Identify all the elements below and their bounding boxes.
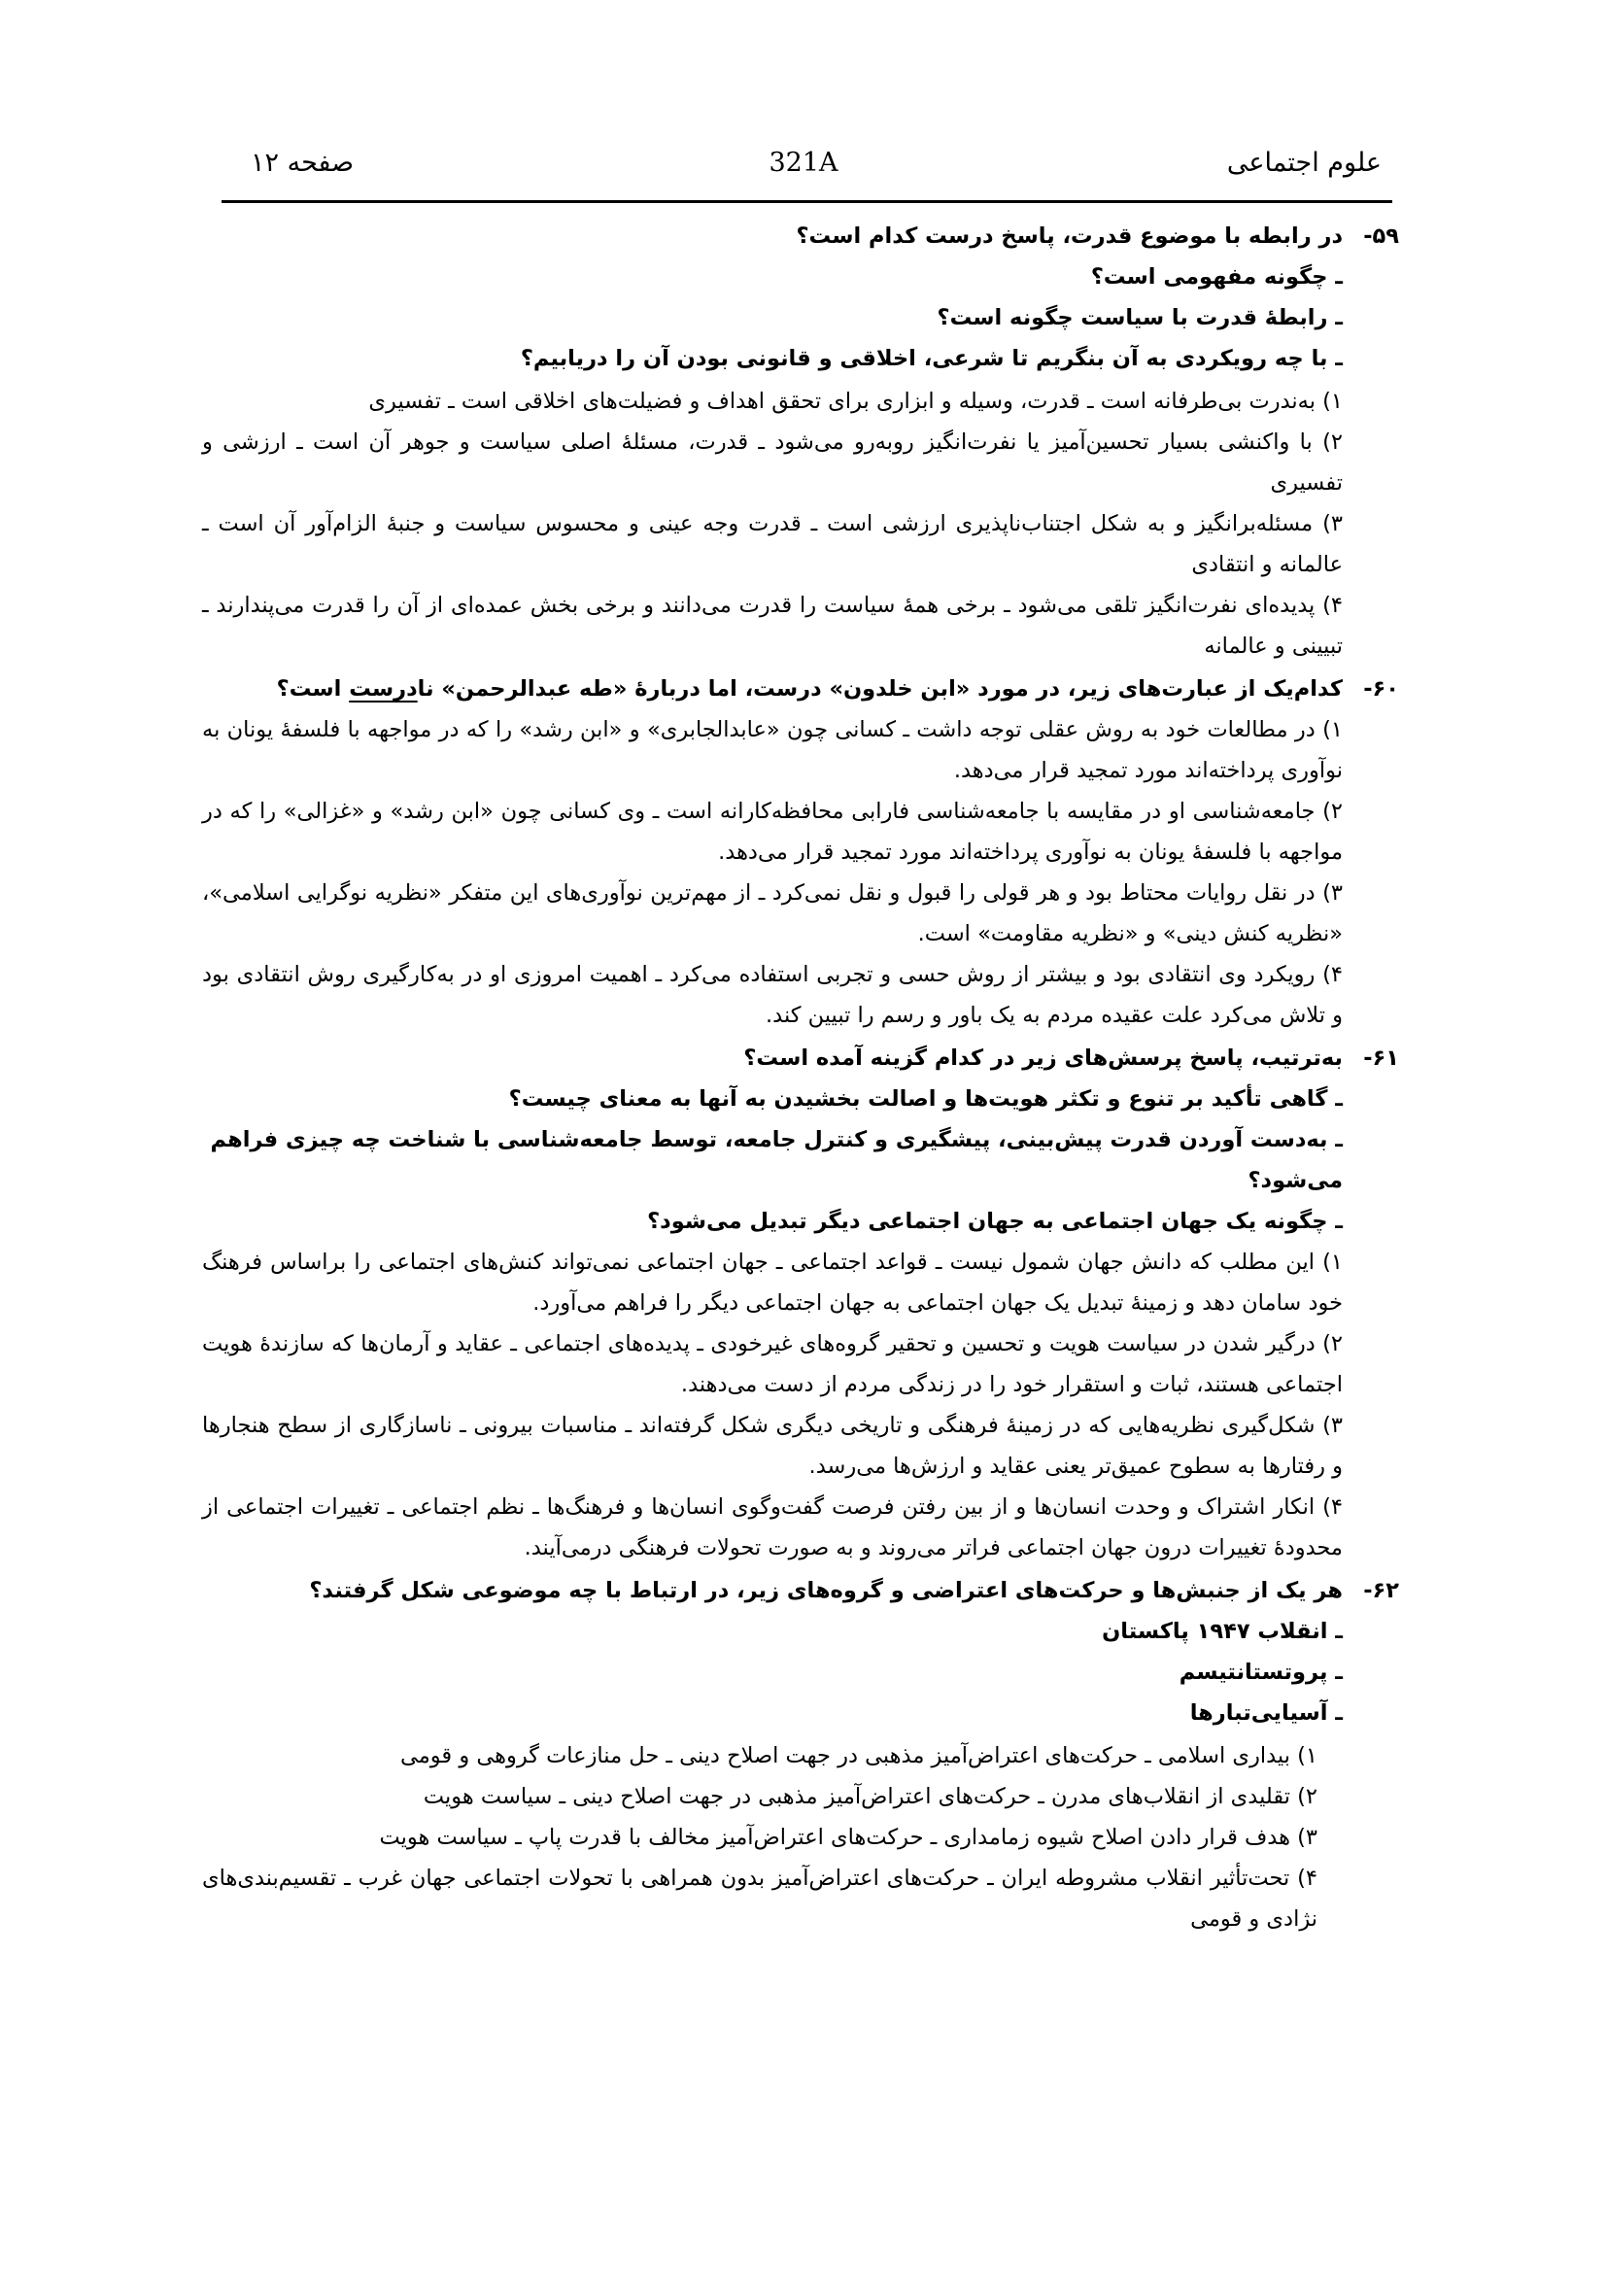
question-number: ۶۱-: [1363, 1045, 1399, 1071]
answer-option-1[interactable]: ۱) این مطلب که دانش جهان شمول نیست ـ قواعد اجتماعی ـ جهان اجتماعی نمی‌تواند کنش‌های اجتماعی را براساس فرهنگ خود سامان دهد و زمینهٔ تبدیل یک جهان اجتماعی به جهان اجتماعی دیگر را فراهم می‌آورد.: [202, 1250, 1343, 1316]
answer-option-1[interactable]: ۱) در مطالعات خود به روش عقلی توجه داشت ـ کسانی چون «عابدالجابری» و «ابن رشد» را که در مواجهه با فلسفهٔ یونان به نوآوری پرداخته‌اند مورد تمجید قرار می‌دهد.: [202, 717, 1343, 783]
answer-option-3[interactable]: ۳) مسئله‌برانگیز و به شکل اجتناب‌ناپذیری ارزشی است ـ قدرت وجه عینی و محسوس سیاست و جنبهٔ الزام‌آور آن است ـ عالمانه و انتقادی: [202, 511, 1343, 577]
answer-option-3[interactable]: ۳) شکل‌گیری نظریه‌هایی که در زمینهٔ فرهنگی و تاریخی دیگری شکل گرفته‌اند ـ مناسبات بیرونی ـ ناسازگاری از سطح هنجارها و رفتارها به سطوح عمیق‌تر یعنی عقاید و ارزش‌ها می‌رسد.: [202, 1413, 1343, 1479]
sub-question: ـ آسیایی‌تبارها: [1189, 1700, 1343, 1726]
answer-option-2[interactable]: ۲) تقلیدی از انقلاب‌های مدرن ـ حرکت‌های اعتراض‌آمیز مذهبی در جهت اصلاح دینی ـ سیاست هویت: [423, 1784, 1317, 1809]
sub-question: ـ چگونه یک جهان اجتماعی به جهان اجتماعی دیگر تبدیل می‌شود؟: [647, 1209, 1343, 1234]
question-61: [202, 1038, 1399, 1568]
booklet-code: 321A: [769, 148, 838, 178]
answer-option-4[interactable]: ۴) رویکرد وی انتقادی بود و بیشتر از روش حسی و تجربی استفاده می‌کرد ـ اهمیت امروزی او در به‌کارگیری روش انتقادی بود و تلاش می‌کرد علت عقیده مردم به یک باور و رسم را تبیین کند.: [202, 962, 1343, 1028]
answer-option-2[interactable]: ۲) درگیر شدن در سیاست هویت و تحسین و تحقیر گروه‌های غیرخودی ـ پدیده‌های اجتماعی ـ عقاید و آرمان‌ها که سازندهٔ هویت اجتماعی هستند، ثبات و استقرار خود را در زندگی مردم از دست می‌دهند.: [202, 1331, 1343, 1397]
page-number: صفحه ۱۲: [251, 148, 355, 178]
question-stem: [202, 668, 1343, 709]
question-number: ۶۰-: [1363, 676, 1399, 702]
answer-option-1[interactable]: ۱) به‌ندرت بی‌طرفانه است ـ قدرت، وسیله و ابزاری برای تحقق اهداف و فضیلت‌های اخلاقی است ـ تفسیری: [368, 389, 1343, 414]
question-stem: در رابطه با موضوع قدرت، پاسخ درست کدام است؟: [796, 223, 1343, 249]
sub-question: ـ انقلاب ۱۹۴۷ پاکستان: [1102, 1619, 1343, 1644]
answer-option-3[interactable]: ۳) در نقل روایات محتاط بود و هر قولی را قبول و نقل نمی‌کرد ـ از مهم‌ترین نوآوری‌های این متفکر «نظریه نوگرایی اسلامی»، «نظریه کنش دینی» و «نظریه مقاومت» است.: [202, 880, 1343, 946]
answer-option-1[interactable]: ۱) بیداری اسلامی ـ حرکت‌های اعتراض‌آمیز مذهبی در جهت اصلاح دینی ـ حل منازعات گروهی و قومی: [399, 1743, 1317, 1768]
answer-option-4[interactable]: ۴) تحت‌تأثیر انقلاب مشروطه ایران ـ حرکت‌های اعتراض‌آمیز بدون همراهی با تحولات اجتماعی جهان غرب ـ تقسیم‌بندی‌های نژادی و قومی: [202, 1866, 1317, 1932]
sub-question: ـ با چه رویکردی به آن بنگریم تا شرعی، اخلاقی و قانونی بودن آن را دریابیم؟: [520, 346, 1343, 371]
question-number: ۶۲-: [1363, 1578, 1399, 1603]
question-stem: هر یک از جنبش‌ها و حرکت‌های اعتراضی و گروه‌های زیر، در ارتباط با چه موضوعی شکل گرفتند؟: [309, 1578, 1343, 1603]
stem-text: کدام‌یک از عبارت‌های زیر، در مورد «ابن خلدون» درست، اما دربارهٔ «طه عبدالرحمن» نا: [417, 676, 1343, 702]
stem-text-end: است؟: [276, 676, 350, 702]
answer-option-4[interactable]: ۴) پدیده‌ای نفرت‌انگیز تلقی می‌شود ـ برخی همهٔ سیاست را قدرت می‌دانند و برخی بخش عمده‌ای از آن را قدرت می‌پندارند ـ تبیینی و عالمانه: [202, 593, 1343, 659]
subject-title: علوم اجتماعی: [1226, 148, 1382, 178]
question-60: [202, 668, 1399, 1036]
answer-option-3[interactable]: ۳) هدف قرار دادن اصلاح شیوه زمامداری ـ حرکت‌های اعتراض‌آمیز مخالف با قدرت پاپ ـ سیاست هویت: [379, 1825, 1317, 1850]
answer-option-2[interactable]: ۲) جامعه‌شناسی او در مقایسه با جامعه‌شناسی فارابی محافظه‌کارانه است ـ وی کسانی چون «ابن رشد» و «غزالی» را که در مواجهه با فلسفهٔ یونان به نوآوری پرداخته‌اند مورد تمجید قرار می‌دهد.: [202, 799, 1343, 865]
sub-question: ـ چگونه مفهومی است؟: [1090, 264, 1343, 290]
header-divider: [222, 200, 1392, 203]
stem-underlined-word: درست: [349, 676, 418, 702]
answer-option-4[interactable]: ۴) انکار اشتراک و وحدت انسان‌ها و از بین رفتن فرصت گفت‌وگوی انسان‌ها و فرهنگ‌ها ـ نظم اجتماعی ـ تغییرات اجتماعی از محدودهٔ تغییرات درون جهان اجتماعی فراتر می‌روند و به صورت تحولات فرهنگی درمی‌آیند.: [202, 1494, 1343, 1560]
questions-list: [202, 216, 1399, 1941]
question-62: [202, 1570, 1399, 1939]
question-59: [202, 216, 1399, 667]
question-number: ۵۹-: [1363, 223, 1399, 249]
sub-question: ـ به‌دست آوردن قدرت پیش‌بینی، پیشگیری و کنترل جامعه، توسط جامعه‌شناسی با شناخت چه چیزی فراهم می‌شود؟: [210, 1127, 1343, 1193]
sub-question: ـ گاهی تأکید بر تنوع و تکثر هویت‌ها و اصالت بخشیدن به آنها به معنای چیست؟: [508, 1086, 1343, 1112]
answer-option-2[interactable]: ۲) با واکنشی بسیار تحسین‌آمیز یا نفرت‌انگیز روبه‌رو می‌شود ـ قدرت، مسئلهٔ اصلی سیاست و جوهر آن است ـ ارزشی و تفسیری: [202, 429, 1343, 496]
sub-question: ـ رابطهٔ قدرت با سیاست چگونه است؟: [937, 305, 1343, 330]
sub-question: ـ پروتستانتیسم: [1179, 1660, 1343, 1685]
question-stem: به‌ترتیب، پاسخ پرسش‌های زیر در کدام گزینه آمده است؟: [743, 1045, 1343, 1071]
